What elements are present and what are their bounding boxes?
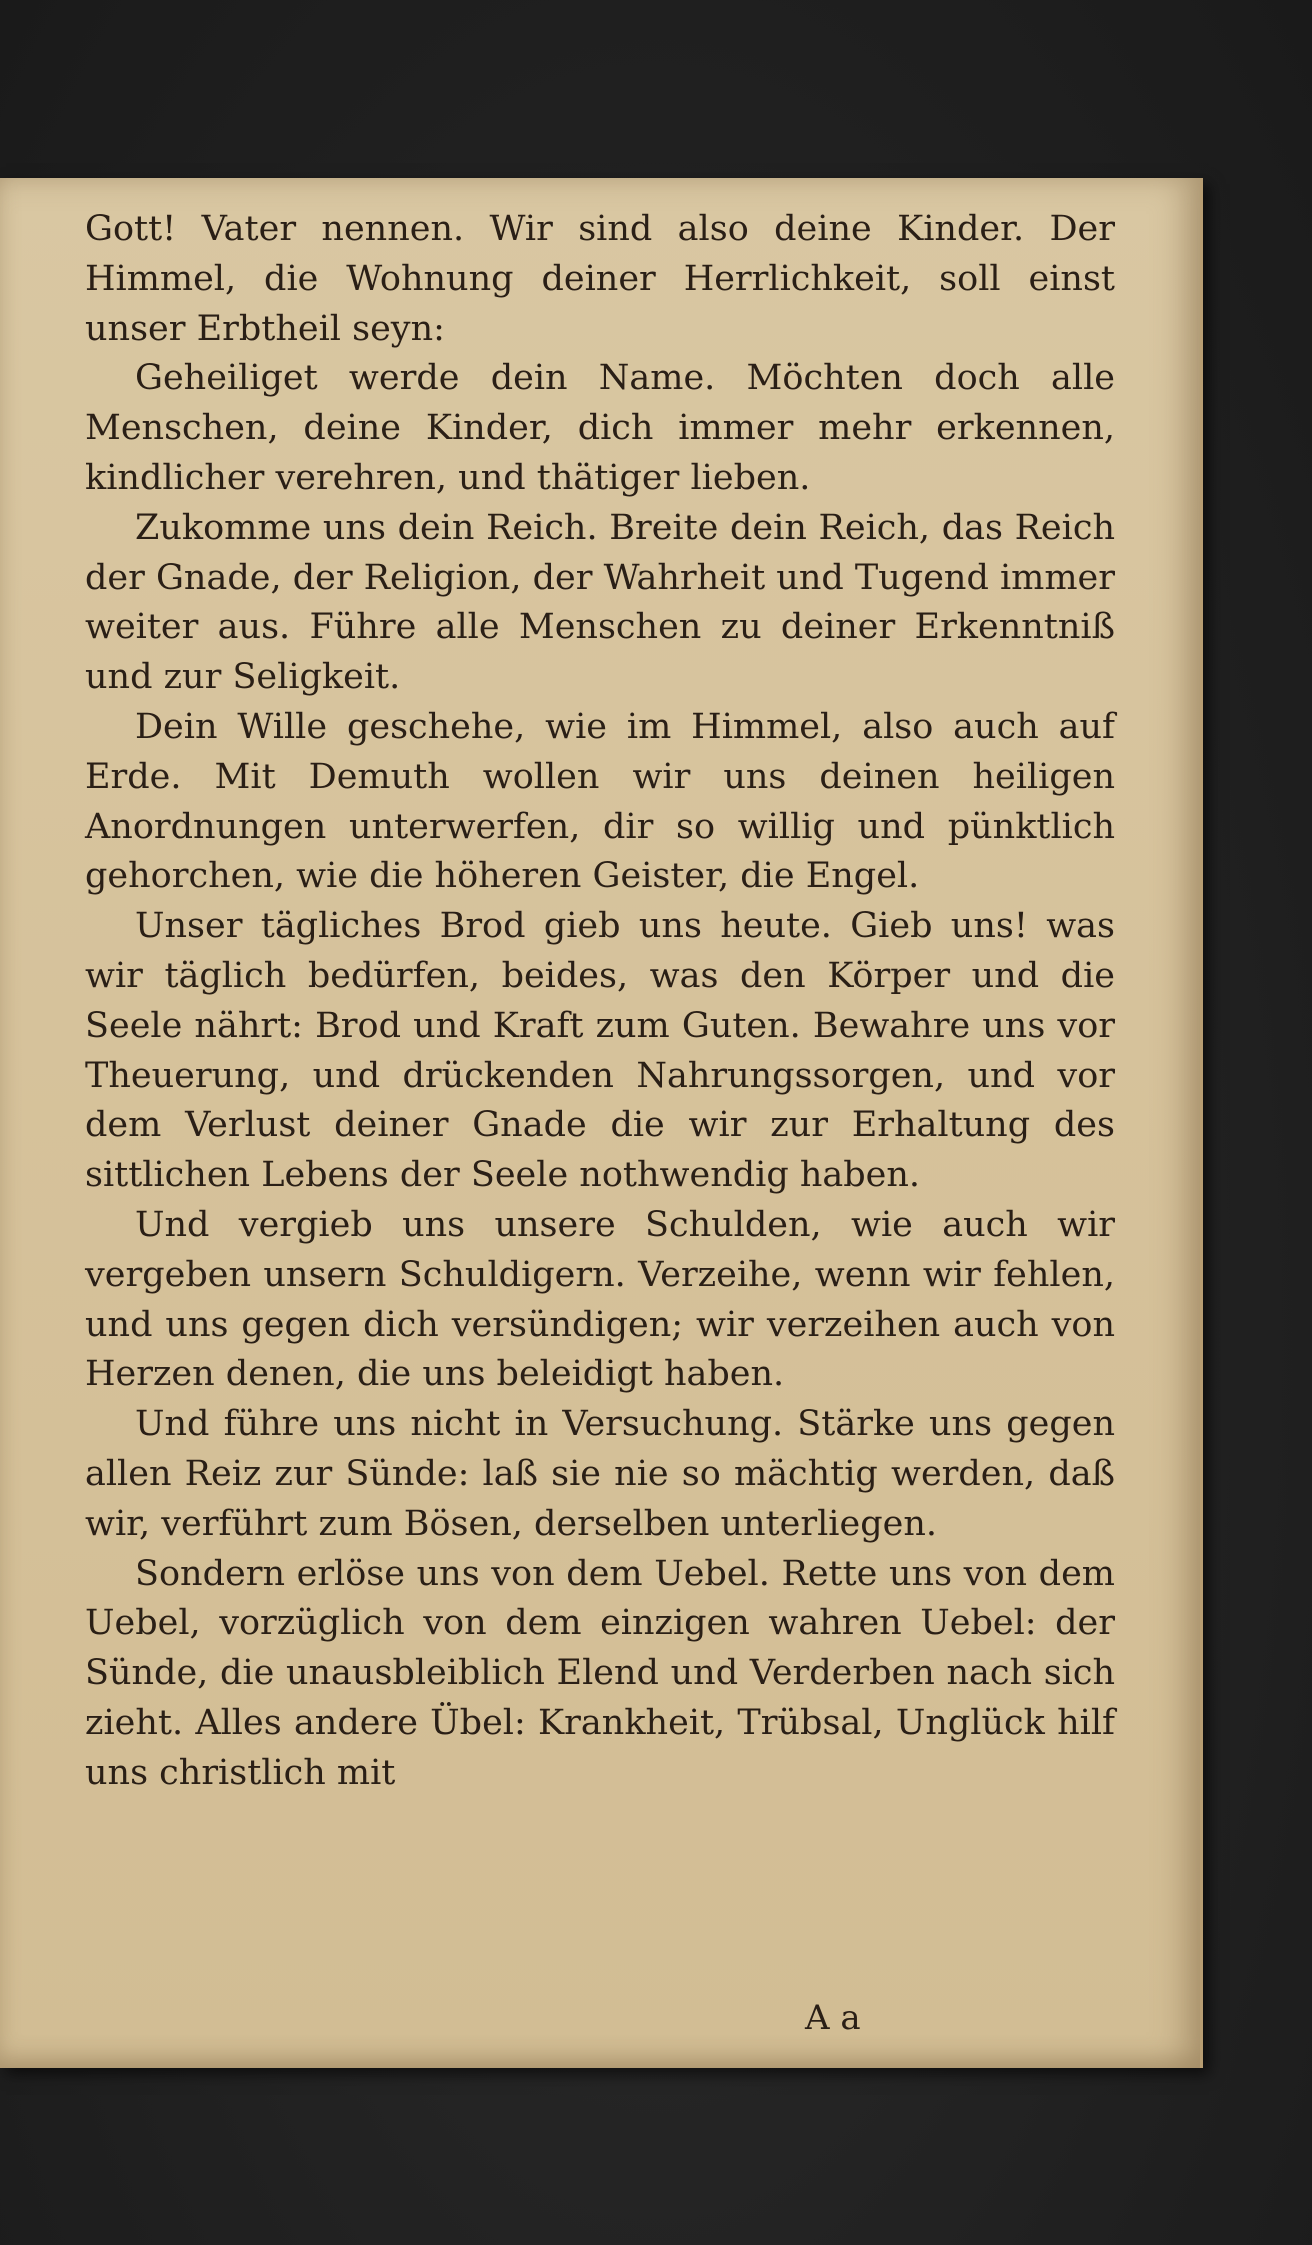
paragraph-8: Sondern erlöse uns von dem Uebel. Rette uns von dem Uebel, vorzüglich von dem einzigen wahren Uebel: der Sünde, die unausbleiblich Elend und Verderben nach sich zieht. Alles andere Übel: Krankheit, Trübsal, Unglück hilf uns christlich mit [85,1553,1115,1793]
paragraph-5: Unser tägliches Brod gieb uns heute. Gieb uns! was wir täglich bedürfen, beides, was den Körper und die Seele nährt: Brod und Kraft zum Guten. Bewahre uns vor Theuerung, und drückenden Nahrungssorgen, und vor dem Verlust deiner Gnade die wir zur Erhaltung des sittlichen Lebens der Seele nothwendig haben. [85,906,1115,1196]
paragraph-2: Geheiliget werde dein Name. Möchten doch alle Menschen, deine Kinder, dich immer mehr erkennen, kindlicher verehren, und thätiger lieben. [85,358,1115,498]
paragraph-3: Zukomme uns dein Reich. Breite dein Reich, das Reich der Gnade, der Religion, der Wahrheit und Tugend immer weiter aus. Führe alle Menschen zu deiner Erkenntniß und zur Seligkeit. [85,507,1115,698]
paragraph-1: Gott! Vater nennen. Wir sind also deine Kinder. Der Himmel, die Wohnung deiner Herrlichkeit, soll einst unser Erbtheil seyn: [85,209,1115,349]
paragraph-6: Und vergieb uns unsere Schulden, wie auch wir vergeben unsern Schuldigern. Verzeihe, wenn wir fehlen, und uns gegen dich versündigen; wir verzeihen auch von Herzen denen, die uns beleidigt haben. [85,1204,1115,1395]
signature-mark: A a [805,1998,861,2038]
paragraph-4: Dein Wille geschehe, wie im Himmel, also auch auf Erde. Mit Demuth wollen wir uns deinen heiligen Anordnungen unterwerfen, dir so willig und pünktlich gehorchen, wie die höheren Geister, die Engel. [85,706,1115,897]
page-text [85,205,1115,1799]
paragraph-7: Und führe uns nicht in Versuchung. Stärke uns gegen allen Reiz zur Sünde: laß sie nie so mächtig werden, daß wir, verführt zum Bösen, derselben unterliegen. [85,1404,1115,1544]
